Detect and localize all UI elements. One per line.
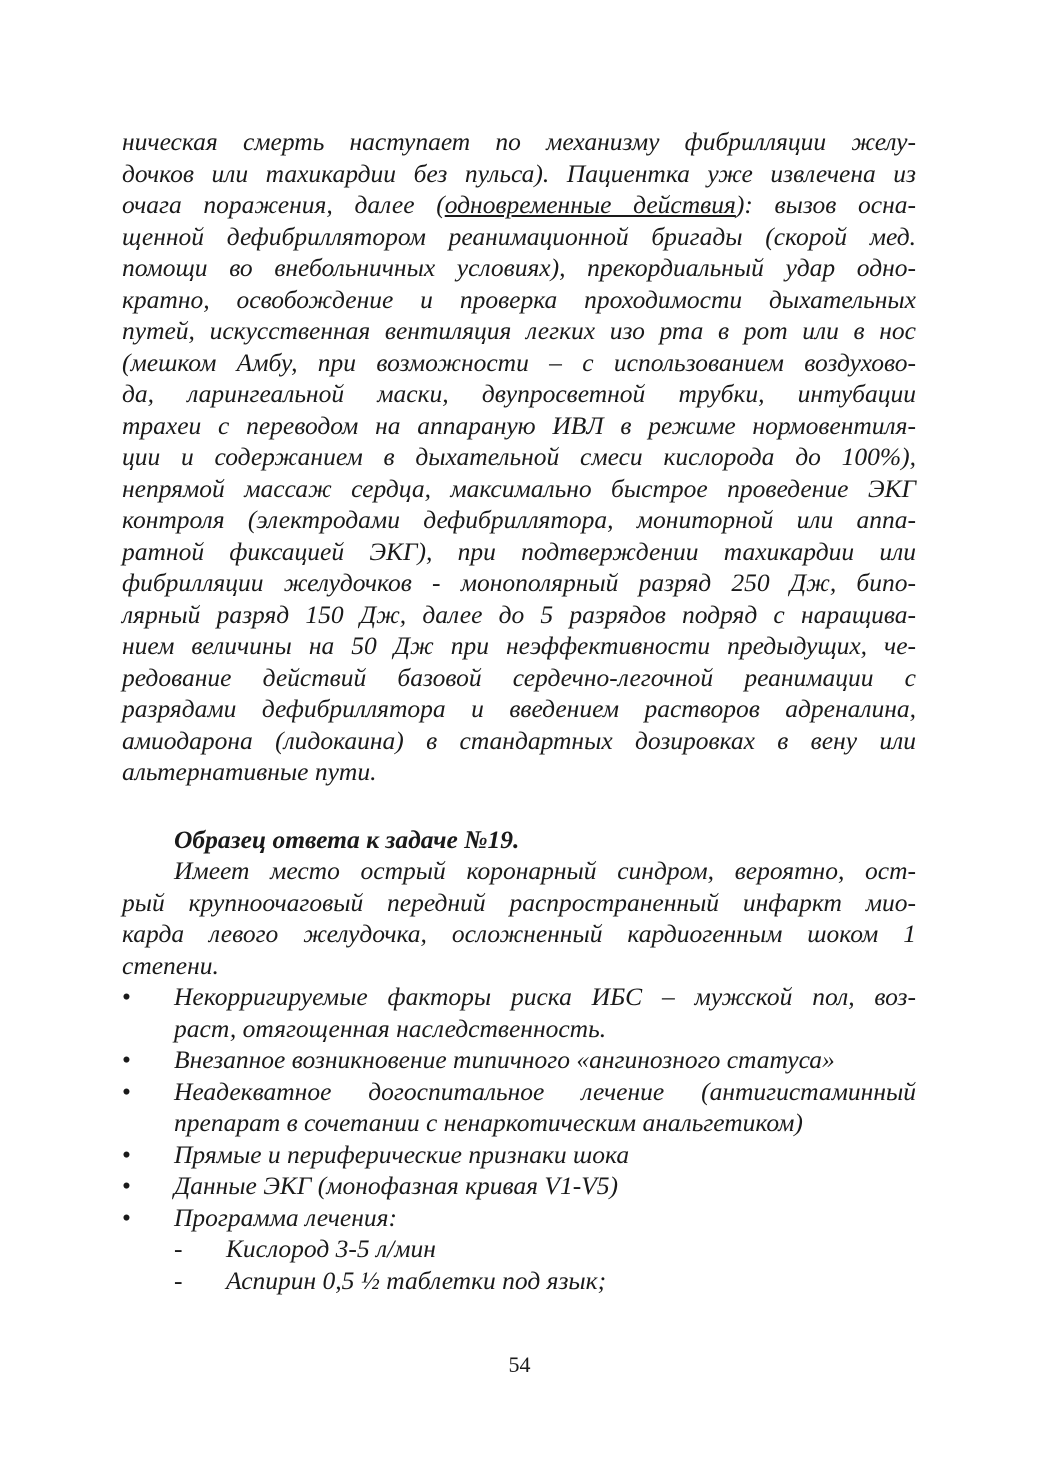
bullet-icon: • (122, 1076, 131, 1106)
bullet-icon: • (122, 1171, 131, 1200)
text-line: ратной фиксацией ЭКГ), при подтверждении тахикардии или (122, 536, 916, 566)
text-line: непрямой массаж сердца, максимально быстрое проведение ЭКГ (122, 473, 916, 503)
text-line: Программа лечения: (174, 1202, 398, 1232)
text-line: степени. (122, 950, 219, 980)
underlined-phrase: одновременные действия (444, 190, 736, 219)
text-line: нием величины на 50 Дж при неэффективности предыдущих, че- (122, 631, 916, 660)
list-item (122, 1139, 916, 1171)
paragraph-gap (122, 788, 916, 824)
text-span: ): вызов осна- (735, 190, 916, 219)
text-line: путей, искусственная вентиляция легких изо рта в рот или в нос (122, 316, 916, 345)
text-line: щенной дефибриллятором реанимационной бригады (скорой мед. (122, 221, 916, 251)
answer-heading: Образец ответа к задаче №19. (174, 824, 520, 854)
text-line (122, 189, 916, 221)
bullet-icon: • (122, 982, 131, 1011)
text-line: помощи во внебольничных условиях), прекордиальный удар одно- (122, 253, 916, 282)
text-line: редование действий базовой сердечно-легочной реанимации с (122, 662, 916, 692)
dash-icon: - (174, 1234, 183, 1263)
text-line: карда левого желудочка, осложненный кардиогенным шоком 1 (122, 919, 916, 948)
text-line: Имеет место острый коронарный синдром, вероятно, ост- (174, 856, 916, 885)
list-item (122, 1170, 916, 1202)
text-line: ническая смерть наступает по механизму фибрилляции желу- (122, 127, 916, 156)
text-line: рый крупноочаговый передний распространенный инфаркт мио- (122, 887, 916, 917)
text-line: лярный разряд 150 Дж, далее до 5 разрядов подряд с наращива- (122, 599, 916, 629)
text-line: препарат в сочетании с ненаркотическим анальгетиком) (174, 1108, 803, 1137)
text-line: (мешком Амбу, при возможности – с использованием воздухово- (122, 347, 916, 377)
bullet-icon: • (122, 1202, 131, 1232)
list-item (122, 1076, 916, 1139)
page-number: 54 (508, 1352, 531, 1377)
dash-icon: - (174, 1265, 183, 1295)
list-item (122, 1265, 916, 1297)
list-item (122, 1233, 916, 1265)
text-line: разрядами дефибриллятора и введением растворов адреналина, (122, 694, 916, 723)
text-line: Прямые и периферические признаки шока (174, 1139, 630, 1169)
text-line: альтернативные пути. (122, 757, 377, 786)
treatment-list (122, 1233, 916, 1296)
text-line: трахеи с переводом на аппараную ИВЛ в режиме нормовентиля- (122, 410, 916, 440)
text-line: Данные ЭКГ (монофазная кривая V1-V5) (174, 1171, 619, 1200)
list-item (122, 1044, 916, 1076)
text-line: раст, отягощенная наследственность. (174, 1013, 607, 1043)
text-line: Неадекватное догоспитальное лечение (антигистаминный (174, 1076, 916, 1106)
paragraph-continuation (122, 126, 916, 788)
bullet-icon: • (122, 1139, 131, 1169)
text-line: Кислород 3-5 л/мин (226, 1234, 436, 1263)
bullet-icon: • (122, 1045, 131, 1074)
answer-paragraph (122, 855, 916, 981)
text-line: ции и содержанием в дыхательной смеси кислорода до 100%), (122, 442, 916, 471)
text-line: Некорригируемые факторы риска ИБС – мужской пол, воз- (174, 982, 916, 1011)
text-line: кратно, освобождение и проверка проходимости дыхательных (122, 284, 916, 314)
text-line: Внезапное возникновение типичного «ангинозного статуса» (174, 1045, 835, 1074)
page-content (122, 126, 916, 1296)
text-line: Аспирин 0,5 ½ таблетки под язык; (226, 1265, 607, 1295)
bullet-list (122, 981, 916, 1233)
text-line: контроля (электродами дефибриллятора, мониторной или аппа- (122, 505, 916, 534)
text-line: дочков или тахикардии без пульса). Пациентка уже извлечена из (122, 158, 916, 188)
list-item (122, 1202, 916, 1234)
text-line: амиодарона (лидокаина) в стандартных дозировках в вену или (122, 725, 916, 755)
text-span: очага поражения, далее ( (122, 190, 445, 219)
list-item (122, 981, 916, 1044)
text-line: фибрилляции желудочков - монополярный разряд 250 Дж, бипо- (122, 568, 916, 597)
text-line: да, ларингеальной маски, двупросветной трубки, интубации (122, 379, 916, 408)
